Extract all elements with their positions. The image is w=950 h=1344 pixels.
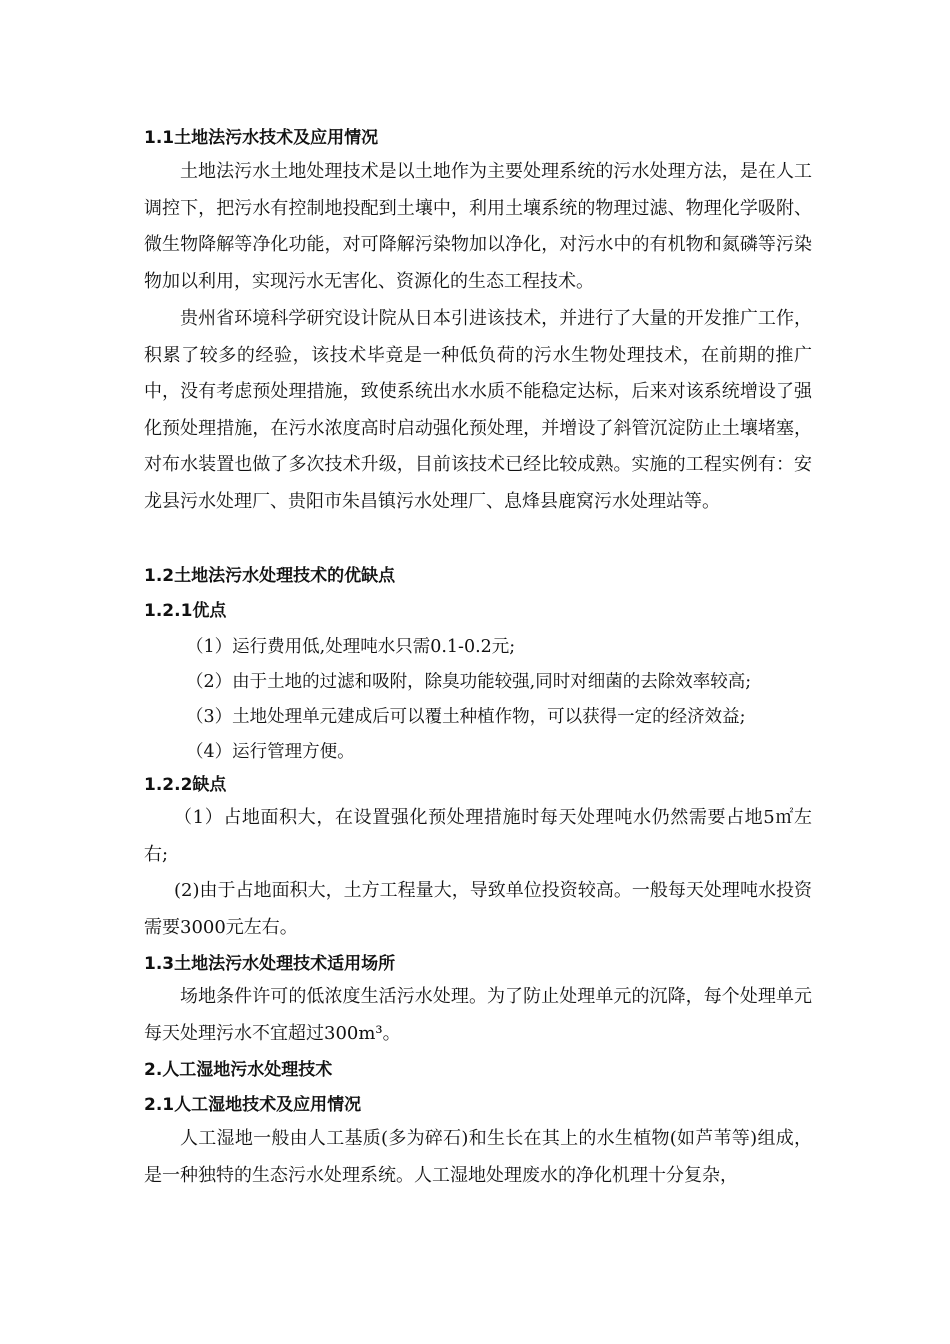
advantage-item: （1）运行费用低,处理吨水只需0.1-0.2元;	[186, 637, 516, 657]
advantage-item: （2）由于土地的过滤和吸附，除臭功能较强,同时对细菌的去除效率较高;	[186, 672, 752, 692]
section-heading-1-3: 1.3土地法污水处理技术适用场所	[144, 954, 396, 974]
section-heading-1-2: 1.2土地法污水处理技术的优缺点	[144, 566, 396, 586]
paragraph-applicable-sites: 场地条件许可的低浓度生活污水处理。为了防止处理单元的沉降，每个处理单元每天处理污水不宜超过300m³。	[144, 986, 812, 1044]
section-heading-1-1: 1.1土地法污水技术及应用情况	[144, 128, 379, 148]
section-heading-2-1: 2.1人工湿地技术及应用情况	[144, 1095, 362, 1115]
section-heading-2: 2.人工湿地污水处理技术	[144, 1060, 333, 1080]
paragraph-constructed-wetland: 人工湿地一般由人工基质(多为碎石)和生长在其上的水生植物(如芦苇等)组成，是一种独特的生态污水处理系统。人工湿地处理废水的净化机理十分复杂，	[144, 1128, 812, 1186]
section-heading-1-2-2: 1.2.2缺点	[144, 775, 227, 795]
advantage-item: （4）运行管理方便。	[186, 742, 355, 762]
advantage-item: （3）土地处理单元建成后可以覆土种植作物，可以获得一定的经济效益;	[186, 707, 746, 727]
disadvantage-item: （1）占地面积大，在设置强化预处理措施时每天处理吨水仍然需要占地5㎡左右;	[144, 807, 812, 865]
paragraph-land-treatment-definition: 土地法污水土地处理技术是以土地作为主要处理系统的污水处理方法，是在人工调控下，把污水有控制地投配到土壤中，利用土壤系统的物理过滤、物理化学吸附、微生物降解等净化功能，对可降解污染物加以净化，对污水中的有机物和氮磷等污染物加以利用，实现污水无害化、资源化的生态工程技术。	[144, 161, 812, 292]
section-heading-1-2-1: 1.2.1优点	[144, 601, 227, 621]
disadvantage-item: (2)由于占地面积大，土方工程量大，导致单位投资较高。一般每天处理吨水投资需要3000元左右。	[144, 880, 812, 938]
paragraph-guizhou-application: 贵州省环境科学研究设计院从日本引进该技术，并进行了大量的开发推广工作，积累了较多的经验，该技术毕竟是一种低负荷的污水生物处理技术，在前期的推广中，没有考虑预处理措施，致使系统出水水质不能稳定达标，后来对该系统增设了强化预处理措施，在污水浓度高时启动强化预处理，并增设了斜管沉淀防止土壤堵塞，对布水装置也做了多次技术升级，目前该技术已经比较成熟。实施的工程实例有：安龙县污水处理厂、贵阳市朱昌镇污水处理厂、息烽县鹿窝污水处理站等。	[144, 308, 812, 512]
